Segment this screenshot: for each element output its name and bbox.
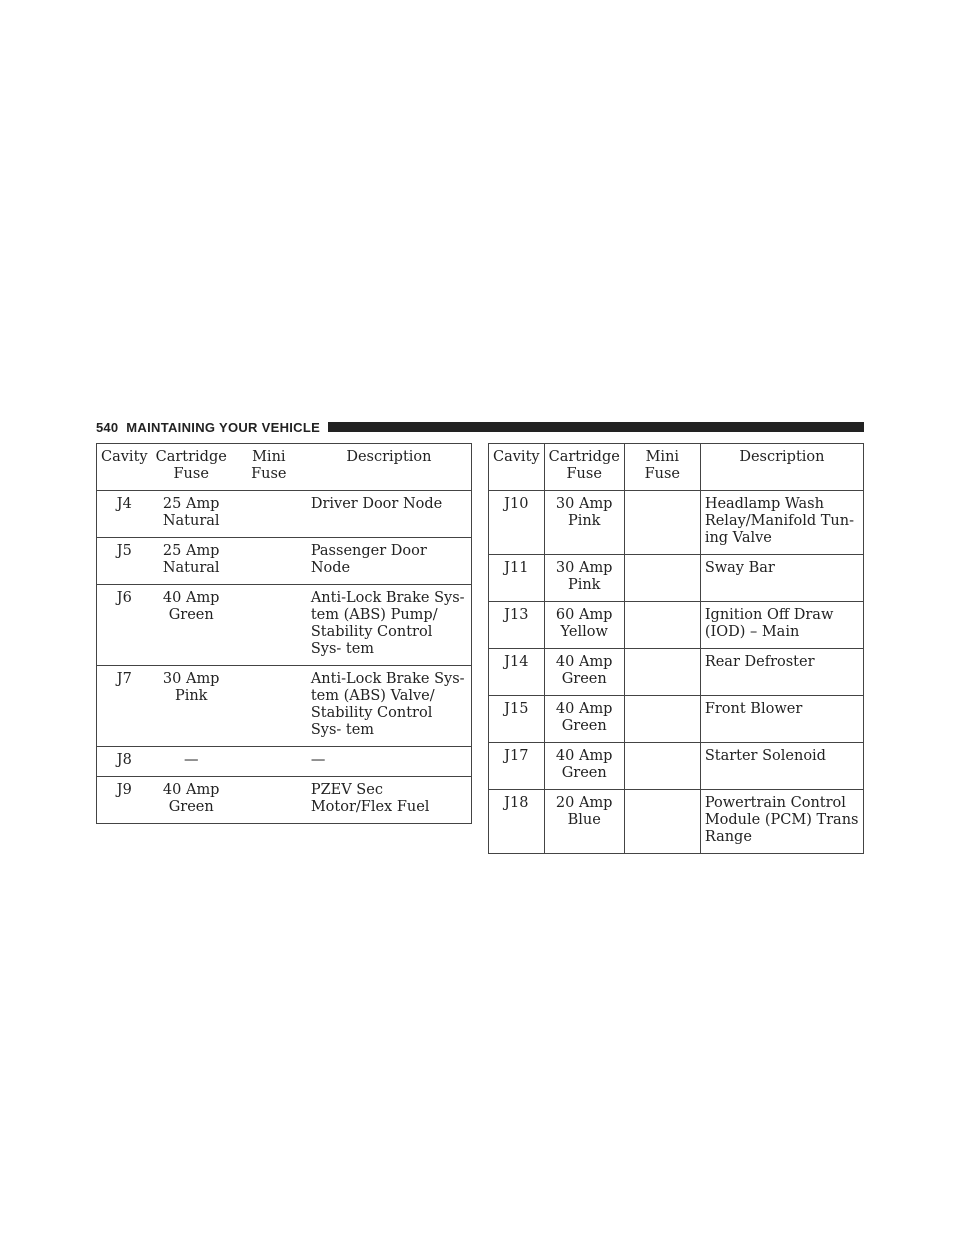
description-cell: Sway Bar <box>700 555 863 602</box>
mini-fuse-cell <box>231 491 307 538</box>
table-row <box>97 585 472 666</box>
fuse-table-right <box>488 443 864 854</box>
cavity-cell: J15 <box>489 696 545 743</box>
description-cell: Passenger Door Node <box>307 538 472 585</box>
table-row <box>97 777 472 824</box>
table-row <box>97 666 472 747</box>
mini-fuse-cell <box>624 743 700 790</box>
cavity-cell: J4 <box>97 491 152 538</box>
description-cell: Rear Defroster <box>700 649 863 696</box>
description-cell: Driver Door Node <box>307 491 472 538</box>
cavity-cell: J7 <box>97 666 152 747</box>
cartridge-fuse-cell: 25 Amp Natural <box>152 538 231 585</box>
mini-fuse-cell <box>624 696 700 743</box>
cavity-cell: J17 <box>489 743 545 790</box>
table-header-row <box>97 444 472 491</box>
table-row <box>489 602 864 649</box>
description-cell: Front Blower <box>700 696 863 743</box>
cartridge-fuse-cell: 40 Amp Green <box>544 649 624 696</box>
mini-fuse-cell <box>624 491 700 555</box>
column-header-mini-fuse: Mini Fuse <box>624 444 700 491</box>
column-header-mini-fuse: Mini Fuse <box>231 444 307 491</box>
description-cell: Anti-Lock Brake Sys- tem (ABS) Valve/ Stability Control Sys- tem <box>307 666 472 747</box>
mini-fuse-cell <box>624 649 700 696</box>
mini-fuse-cell <box>231 777 307 824</box>
description-cell: Anti-Lock Brake Sys- tem (ABS) Pump/ Stability Control Sys- tem <box>307 585 472 666</box>
column-header-description: Description <box>307 444 472 491</box>
description-cell: Ignition Off Draw (IOD) – Main <box>700 602 863 649</box>
table-row <box>489 555 864 602</box>
column-header-cavity: Cavity <box>489 444 545 491</box>
description-cell: Powertrain Control Module (PCM) Trans Range <box>700 790 863 854</box>
cartridge-fuse-cell: 40 Amp Green <box>544 743 624 790</box>
cavity-cell: J6 <box>97 585 152 666</box>
column-header-cavity: Cavity <box>97 444 152 491</box>
cartridge-fuse-cell: 40 Amp Green <box>152 585 231 666</box>
mini-fuse-cell <box>624 555 700 602</box>
table-row <box>489 743 864 790</box>
mini-fuse-cell <box>231 585 307 666</box>
cavity-cell: J5 <box>97 538 152 585</box>
cartridge-fuse-cell: 30 Amp Pink <box>152 666 231 747</box>
cartridge-fuse-cell: 60 Amp Yellow <box>544 602 624 649</box>
description-cell: PZEV Sec Motor/Flex Fuel <box>307 777 472 824</box>
table-row <box>97 538 472 585</box>
fuse-table-left-body <box>97 491 472 824</box>
column-header-cartridge-fuse: Cartridge Fuse <box>152 444 231 491</box>
table-row <box>489 790 864 854</box>
page-header <box>96 417 864 437</box>
description-cell: Headlamp Wash Relay/Manifold Tun- ing Valve <box>700 491 863 555</box>
cavity-cell: J8 <box>97 747 152 777</box>
cavity-cell: J18 <box>489 790 545 854</box>
table-header-row <box>489 444 864 491</box>
header-rule <box>328 422 864 432</box>
mini-fuse-cell <box>231 747 307 777</box>
cavity-cell: J11 <box>489 555 545 602</box>
cavity-cell: J14 <box>489 649 545 696</box>
mini-fuse-cell <box>624 602 700 649</box>
cavity-cell: J13 <box>489 602 545 649</box>
cartridge-fuse-cell: 30 Amp Pink <box>544 491 624 555</box>
cartridge-fuse-cell: 40 Amp Green <box>544 696 624 743</box>
cartridge-fuse-cell: — <box>152 747 231 777</box>
table-row <box>489 649 864 696</box>
cartridge-fuse-cell: 20 Amp Blue <box>544 790 624 854</box>
table-row <box>489 491 864 555</box>
table-row <box>489 696 864 743</box>
mini-fuse-cell <box>231 538 307 585</box>
description-cell: — <box>307 747 472 777</box>
table-row <box>97 491 472 538</box>
table-row <box>97 747 472 777</box>
fuse-table-right-body <box>489 491 864 854</box>
description-cell: Starter Solenoid <box>700 743 863 790</box>
cartridge-fuse-cell: 40 Amp Green <box>152 777 231 824</box>
column-header-description: Description <box>700 444 863 491</box>
fuse-table-left <box>96 443 472 824</box>
cavity-cell: J9 <box>97 777 152 824</box>
mini-fuse-cell <box>231 666 307 747</box>
cartridge-fuse-cell: 25 Amp Natural <box>152 491 231 538</box>
section-title: MAINTAINING YOUR VEHICLE <box>126 419 321 435</box>
cartridge-fuse-cell: 30 Amp Pink <box>544 555 624 602</box>
mini-fuse-cell <box>624 790 700 854</box>
column-header-cartridge-fuse: Cartridge Fuse <box>544 444 624 491</box>
cavity-cell: J10 <box>489 491 545 555</box>
page-number: 540 <box>96 419 119 435</box>
